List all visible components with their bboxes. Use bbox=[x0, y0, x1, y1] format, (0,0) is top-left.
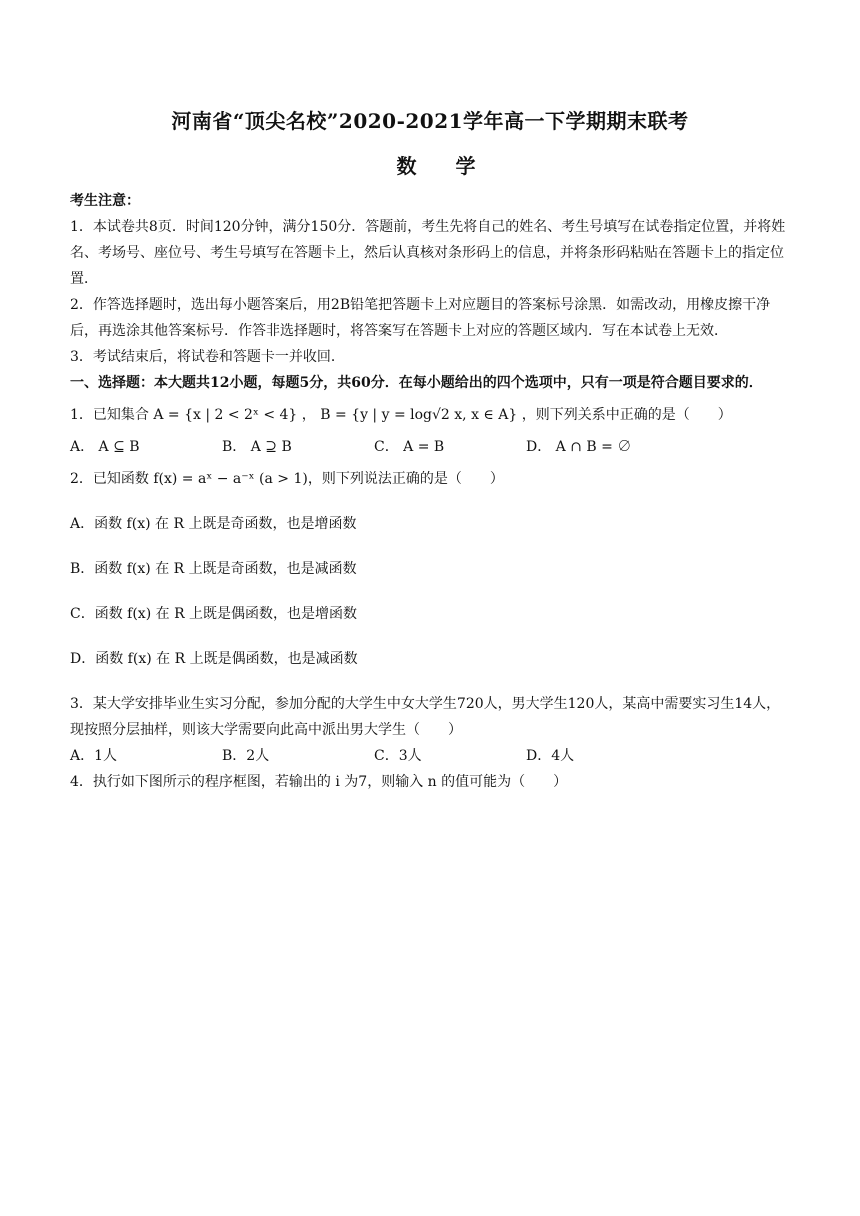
question-2-option-a: A．函数 f(x) 在 R 上既是奇函数，也是增函数 bbox=[70, 516, 357, 532]
question-1-options bbox=[70, 434, 792, 460]
question-4-stem: 4．执行如下图所示的程序框图，若输出的 i 为7，则输入 n 的值可能为（ ） bbox=[70, 774, 568, 790]
question-3-stem: 3．某大学安排毕业生实习分配，参加分配的大学生中女大学生720人，男大学生120人，某高中需要实习生14人，现按照分层抽样，则该大学需要向此高中派出男大学生（ ） bbox=[70, 696, 781, 738]
question-2-option-c: C．函数 f(x) 在 R 上既是偶函数，也是增函数 bbox=[70, 606, 358, 622]
question-1-option-a: A． A ⊆ B bbox=[70, 439, 140, 455]
question-3-option-d: D．4人 bbox=[526, 748, 575, 764]
question-1-option-d: D． A ∩ B = ∅ bbox=[526, 439, 632, 455]
question-3-option-a: A．1人 bbox=[70, 748, 118, 764]
question-3-options bbox=[70, 743, 792, 769]
section-heading: 一、选择题：本大题共12小题，每题5分，共60分．在每小题给出的四个选项中，只有一项是符合题目要求的． bbox=[70, 375, 763, 391]
question-2-stem: 2．已知函数 f(x) = aˣ − a⁻ˣ (a > 1)，则下列说法正确的是（ ） bbox=[70, 471, 504, 487]
question-2-option-b: B．函数 f(x) 在 R 上既是奇函数，也是减函数 bbox=[70, 561, 357, 577]
notice-heading: 考生注意： bbox=[70, 193, 140, 209]
exam-content bbox=[70, 188, 792, 795]
notice-item-2: 2．作答选择题时，选出每小题答案后，用2B铅笔把答题卡上对应题目的答案标号涂黑．如需改动，用橡皮擦干净后，再选涂其他答案标号．作答非选择题时，将答案写在答题卡上对应的答题区域内．写在本试卷上无效． bbox=[70, 297, 771, 339]
exam-subject: 数 学 bbox=[396, 154, 492, 178]
question-1-option-b: B． A ⊇ B bbox=[222, 439, 292, 455]
question-1-stem: 1．已知集合 A = {x | 2 < 2ˣ < 4} ， B = {y | y = log√2 x, x ∈ A} ，则下列关系中正确的是（ ） bbox=[70, 407, 732, 423]
question-2-option-d: D．函数 f(x) 在 R 上既是偶函数，也是减函数 bbox=[70, 651, 358, 667]
question-3-option-c: C．3人 bbox=[374, 748, 422, 764]
question-1-option-c: C． A = B bbox=[374, 439, 445, 455]
exam-title: 河南省“顶尖名校”2020-2021学年高一下学期期末联考 bbox=[171, 109, 689, 133]
question-3-option-b: B．2人 bbox=[222, 748, 270, 764]
notice-item-3: 3．考试结束后，将试卷和答题卡一并收回． bbox=[70, 349, 345, 365]
notice-item-1: 1．本试卷共8页．时间120分钟，满分150分．答题前，考生先将自己的姓名、考生号填写在试卷指定位置，并将姓名、考场号、座位号、考生号填写在答题卡上，然后认真核对条形码上的信息，并将条形码粘贴在答题卡上的指定位置． bbox=[70, 219, 786, 287]
